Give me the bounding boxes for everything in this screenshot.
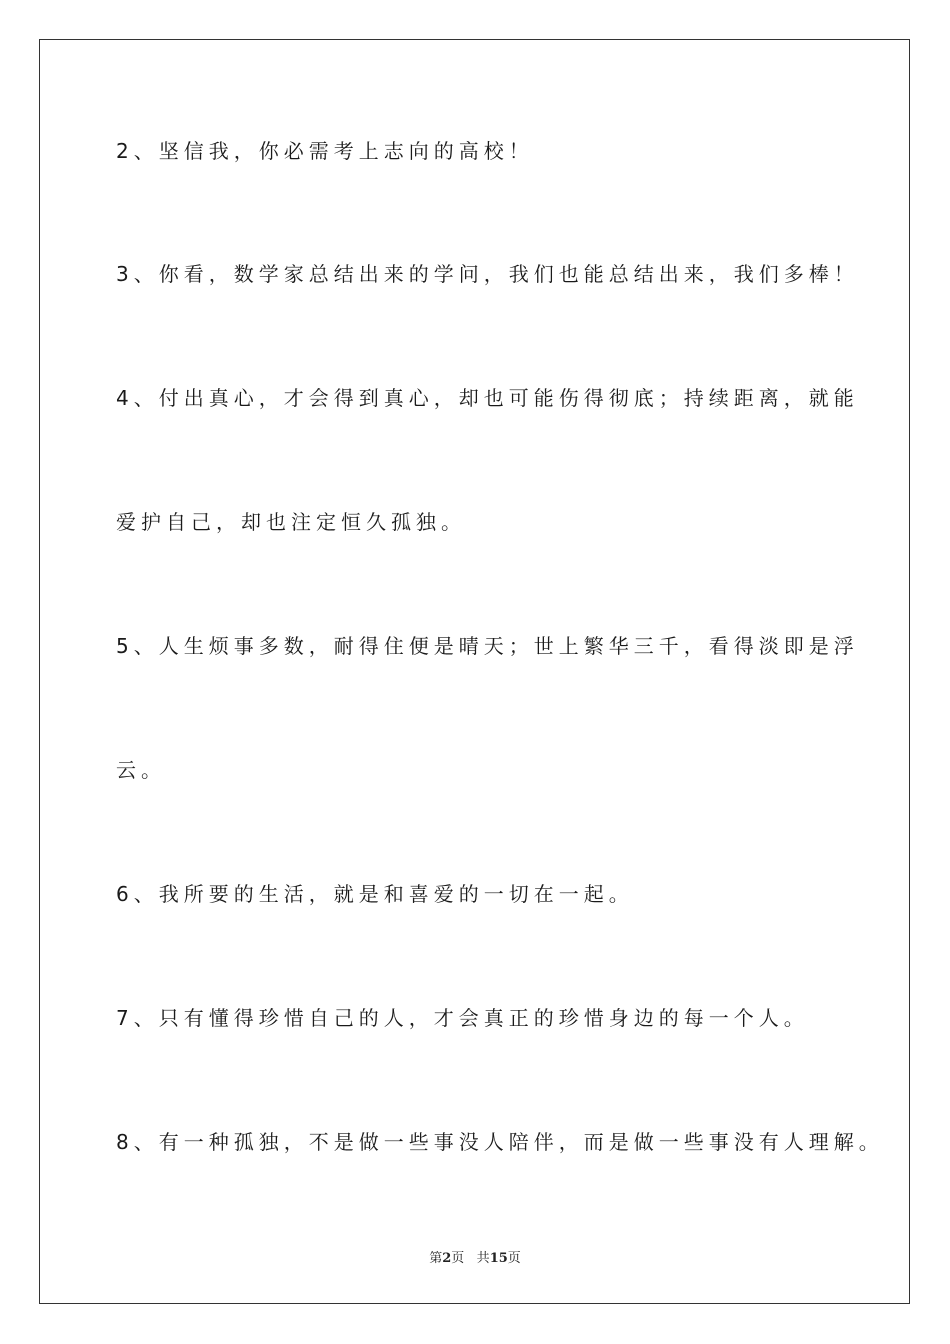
page-footer [0, 1247, 950, 1266]
text-line: 2、坚信我，你必需考上志向的高校！ [116, 139, 534, 163]
total-suffix: 页 [507, 1251, 521, 1266]
total-pages: 15 [489, 1251, 508, 1266]
text-line: 3、你看，数学家总结出来的学问，我们也能总结出来，我们多棒！ [116, 262, 859, 286]
text-line: 4、付出真心，才会得到真心，却也可能伤得彻底；持续距离，就能 [116, 386, 859, 410]
page-prefix: 第 [429, 1251, 443, 1266]
text-line: 云。 [116, 758, 166, 782]
text-line: 爱护自己，却也注定恒久孤独。 [116, 510, 466, 534]
text-line: 5、人生烦事多数，耐得住便是晴天；世上繁华三千，看得淡即是浮 [116, 634, 859, 658]
total-prefix: 共 [476, 1251, 490, 1266]
page-suffix: 页 [451, 1251, 465, 1266]
text-line: 8、有一种孤独，不是做一些事没人陪伴，而是做一些事没有人理解。 [116, 1130, 884, 1154]
page-frame [39, 39, 910, 1304]
text-line: 7、只有懂得珍惜自己的人，才会真正的珍惜身边的每一个人。 [116, 1006, 809, 1030]
text-line: 6、我所要的生活，就是和喜爱的一切在一起。 [116, 882, 634, 906]
page-number: 2 [442, 1251, 452, 1266]
